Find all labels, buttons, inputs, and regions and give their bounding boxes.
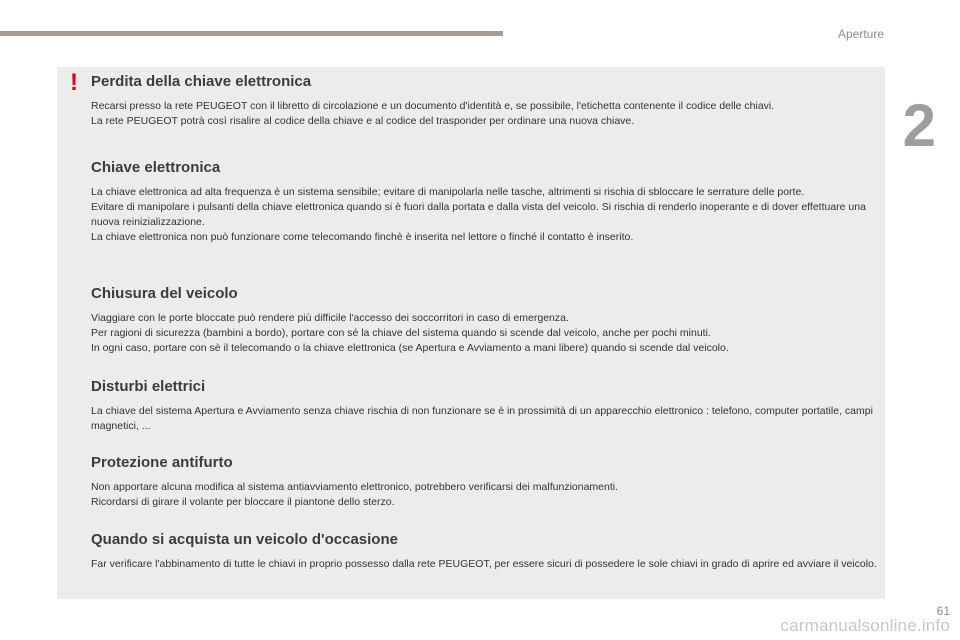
section-lost-key (91, 73, 883, 129)
paragraph: La rete PEUGEOT potrà così risalire al codice della chiave e al codice del trasponder per ordinare una nuova chiave. (91, 115, 635, 127)
paragraph: Viaggiare con le porte bloccate può rendere più difficile l'accesso dei soccorritori in caso di emergenza. (91, 312, 569, 324)
paragraph: Ricordarsi di girare il volante per bloccare il piantone dello sterzo. (91, 496, 395, 508)
section-electrical-interference (91, 378, 883, 434)
page-number: 61 (936, 604, 950, 618)
section-electronic-key (91, 159, 883, 245)
paragraph: Recarsi presso la rete PEUGEOT con il libretto di circolazione e un documento d'identità e, se possibile, l'etichetta contenente il codice delle chiavi. (91, 100, 775, 112)
section-title: Quando si acquista un veicolo d'occasione (91, 531, 398, 548)
chapter-number: 2 (902, 92, 936, 159)
paragraph: Evitare di manipolare i pulsanti della chiave elettronica quando si è fuori dalla portata e dalla vista del veicolo. Si rischia di renderlo inoperante e di dover effettuare una nuova reinizializzazione. (91, 201, 866, 228)
watermark: carmanualsonline.info (780, 616, 950, 635)
section-title: Chiusura del veicolo (91, 285, 238, 302)
paragraph: Per ragioni di sicurezza (bambini a bordo), portare con sé la chiave del sistema quando si scende dal veicolo, anche per pochi minuti. (91, 327, 711, 339)
paragraph: La chiave elettronica non può funzionare come telecomando finchè è inserita nel lettore o finché il contatto è inserito. (91, 231, 634, 243)
section-anti-theft (91, 454, 883, 510)
exclamation-icon: ! (70, 69, 78, 96)
paragraph: La chiave elettronica ad alta frequenza è un sistema sensibile; evitare di manipolarla nelle tasche, altrimenti si rischia di sbloccare le serrature delle porte. (91, 186, 805, 198)
section-header: Aperture (837, 27, 884, 41)
header-bar (0, 31, 503, 36)
section-vehicle-locking (91, 285, 883, 356)
section-title: Protezione antifurto (91, 454, 233, 471)
section-used-vehicle (91, 531, 883, 572)
paragraph: La chiave del sistema Apertura e Avviamento senza chiave rischia di non funzionare se è in prossimità di un apparecchio elettronico : telefono, computer portatile, campi magnetici, ... (91, 405, 873, 432)
section-title: Chiave elettronica (91, 159, 221, 176)
paragraph: Non apportare alcuna modifica al sistema antiavviamento elettronico, potrebbero verificarsi dei malfunzionamenti. (91, 481, 619, 493)
section-title: Perdita della chiave elettronica (91, 73, 312, 90)
section-title: Disturbi elettrici (91, 378, 206, 395)
paragraph: In ogni caso, portare con sè il telecomando o la chiave elettronica (se Apertura e Avviamento a mani libere) quando si scende dal veicolo. (91, 342, 729, 354)
paragraph: Far verificare l'abbinamento di tutte le chiavi in proprio possesso dalla rete PEUGEOT, per essere sicuri di possedere le sole chiavi in grado di aprire ed avviare il veicolo. (91, 558, 877, 570)
